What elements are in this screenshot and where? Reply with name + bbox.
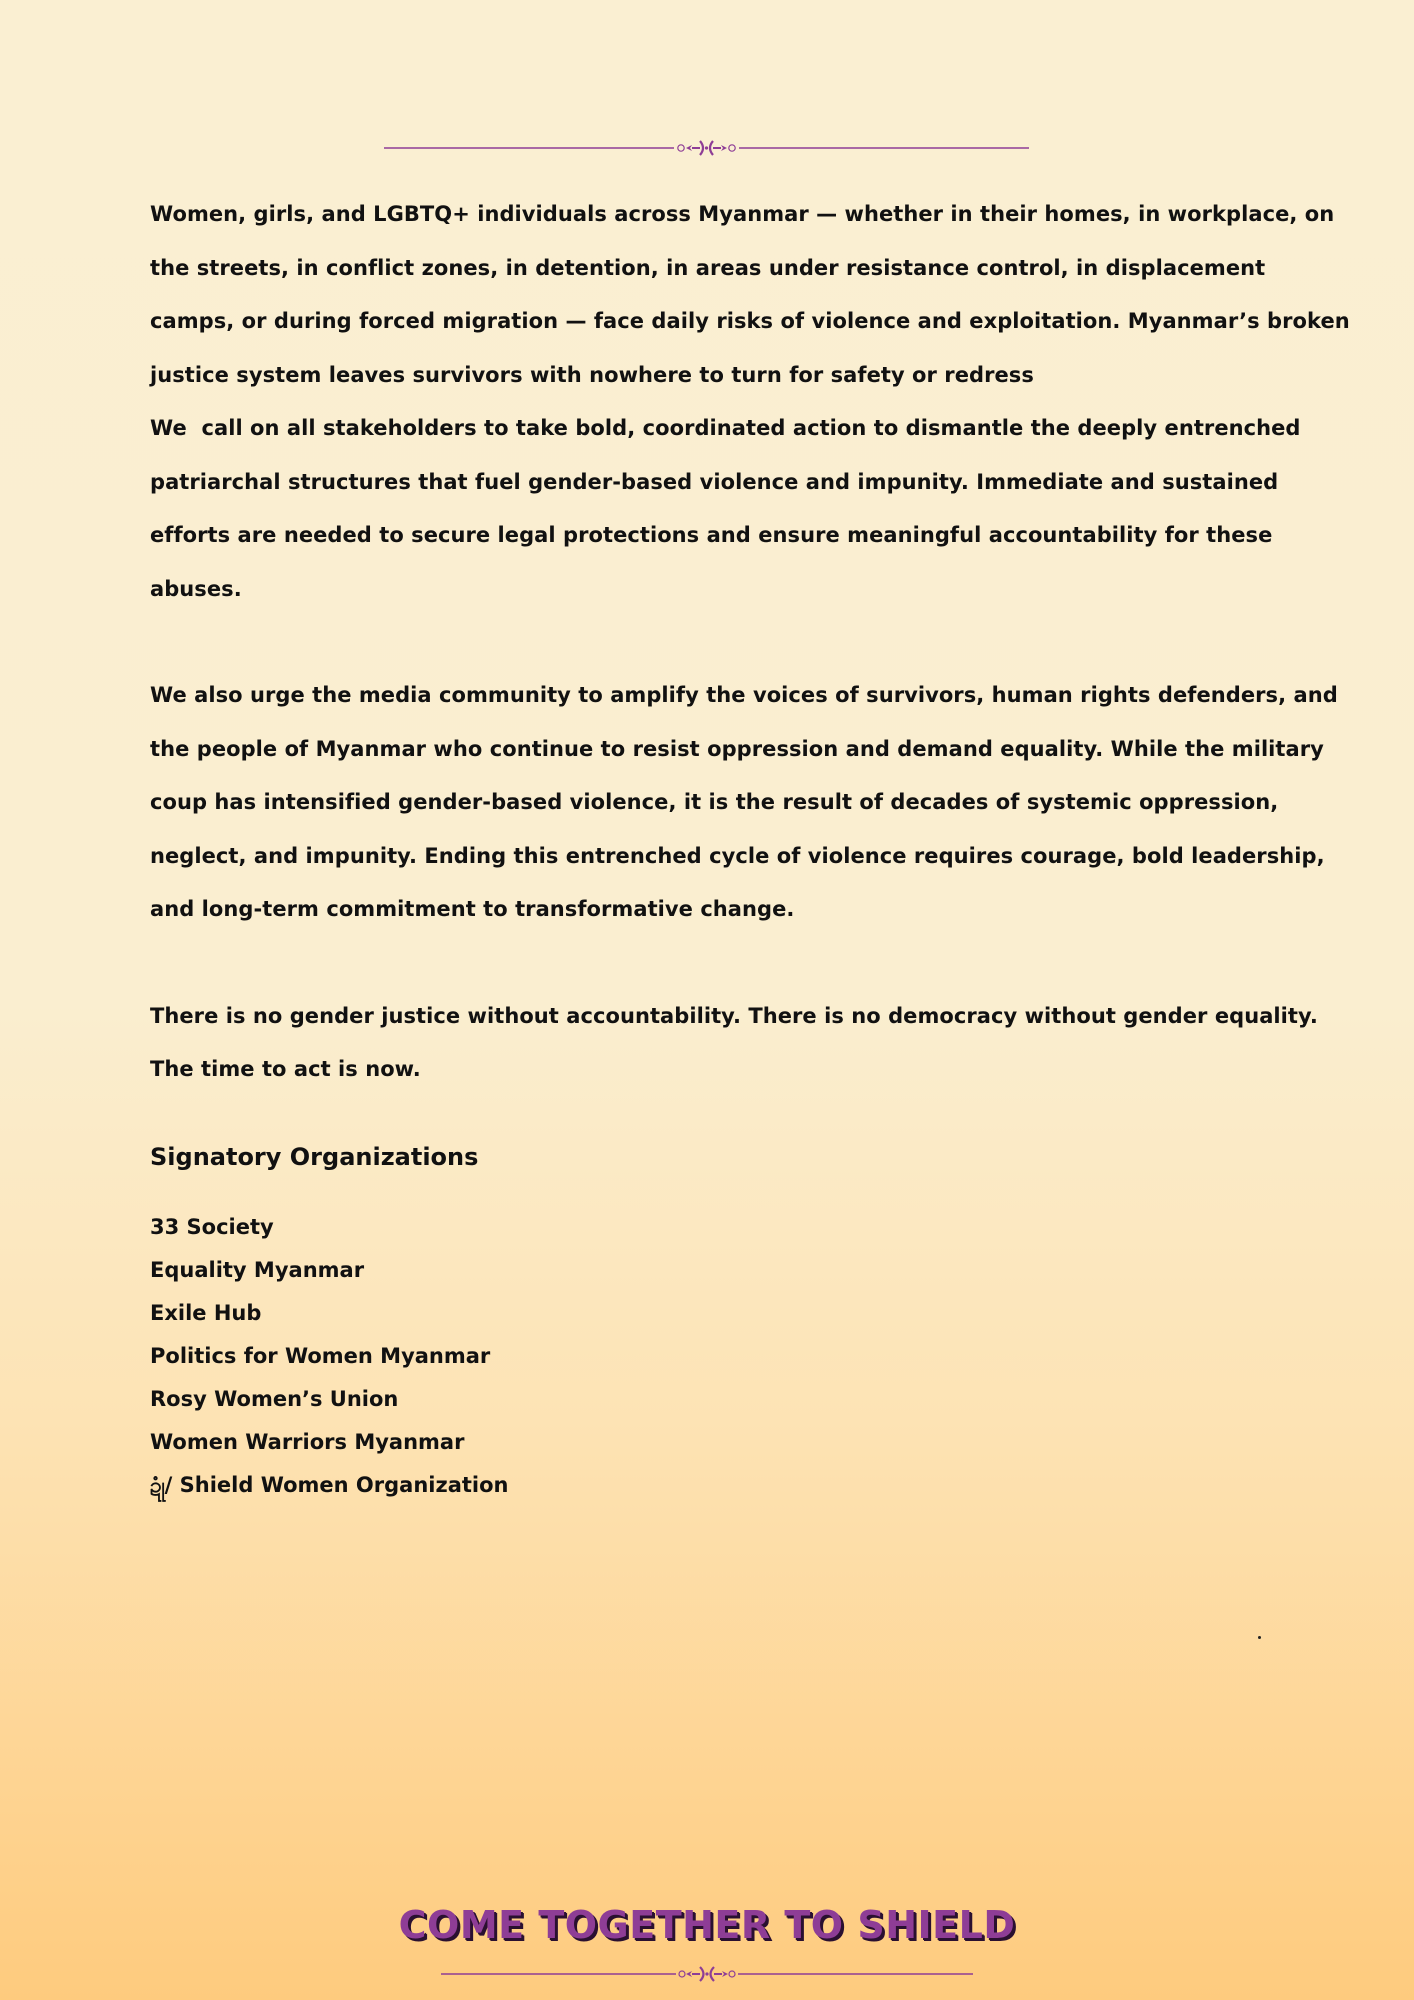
signatory-item: Politics for Women Myanmar <box>150 1344 491 1368</box>
text-line: the people of Myanmar who continue to resist oppression and demand equality. While the military <box>150 736 1324 761</box>
paragraph-risks <box>150 188 1350 402</box>
paragraph-spacer <box>150 616 1290 669</box>
text-line: We call on all stakeholders to take bold, coordinated action to dismantle the deeply entrenched <box>150 416 1301 440</box>
statement-body <box>150 188 1350 1097</box>
paragraph-media-appeal <box>150 669 1338 937</box>
text-line: neglect, and impunity. Ending this entrenched cycle of violence requires courage, bold leadership, <box>150 843 1325 868</box>
signatory-item: Equality Myanmar <box>150 1258 365 1282</box>
text-line: efforts are needed to secure legal protections and ensure meaningful accountability for these <box>150 523 1273 547</box>
paragraph-conclusion <box>150 990 1318 1097</box>
signatory-item: Exile Hub <box>150 1301 262 1325</box>
ornament-icon <box>441 1966 973 1982</box>
text-line: and long-term commitment to transformative change. <box>150 897 795 921</box>
text-line: Women, girls, and LGBTQ+ individuals across Myanmar — whether in their homes, in workplace, on <box>150 202 1335 226</box>
paragraph-call-to-action <box>150 402 1301 616</box>
text-line: camps, or during forced migration — face daily risks of violence and exploitation. Myanmar’s broken <box>150 309 1350 333</box>
top-ornamental-divider <box>384 140 1029 156</box>
text-line: The time to act is now. <box>150 1057 421 1081</box>
stray-dot <box>1258 1636 1261 1639</box>
signatory-item: Rosy Women’s Union <box>150 1387 399 1411</box>
signatories-heading: Signatory Organizations <box>150 1143 479 1171</box>
text-line: abuses. <box>150 576 242 601</box>
text-line: There is no gender justice without accountability. There is no democracy without gender equality. <box>150 1003 1318 1028</box>
bottom-ornamental-divider <box>441 1966 973 1982</box>
footer-slogan: COME TOGETHER TO SHIELD <box>398 1903 1016 1947</box>
text-line: justice system leaves survivors with nowhere to turn for safety or redress <box>150 362 1034 387</box>
signatory-item: Women Warriors Myanmar <box>150 1430 465 1454</box>
text-line: the streets, in conflict zones, in detention, in areas under resistance control, in displacement <box>150 255 1266 280</box>
text-line: We also urge the media community to amplify the voices of survivors, human rights defenders, and <box>150 683 1338 707</box>
signatory-item: 33 Society <box>150 1215 274 1239</box>
text-line: coup has intensified gender-based violence, it is the result of decades of systemic oppression, <box>150 790 1279 814</box>
ornament-icon <box>384 140 1029 156</box>
signatory-item: ဍုံ/ Shield Women Organization <box>150 1473 509 1497</box>
signatory-list <box>150 1206 509 1507</box>
text-line: patriarchal structures that fuel gender-based violence and impunity. Immediate and sustained <box>150 469 1279 494</box>
paragraph-spacer <box>150 937 1290 990</box>
